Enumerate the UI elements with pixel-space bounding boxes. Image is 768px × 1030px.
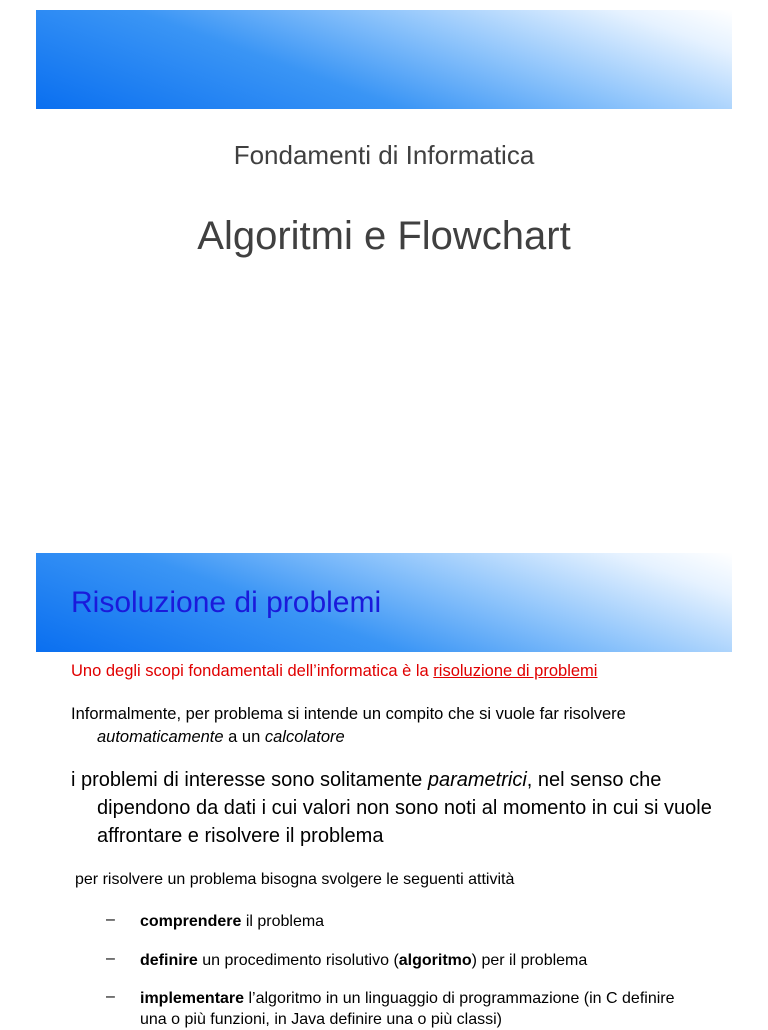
item-rest-2: ) per il problema [471, 952, 588, 969]
item-rest: un procedimento risolutivo ( [197, 952, 399, 969]
parametric-paragraph [71, 766, 737, 850]
item-bold: implementare [140, 990, 245, 1007]
dash-bullet: – [106, 988, 115, 1005]
item-bold: comprendere [140, 913, 242, 930]
informal-line1: Informalmente, per problema si intende un compito che si vuole far risolvere [71, 705, 626, 723]
course-title: Fondamenti di Informatica [233, 140, 535, 170]
red-statement [71, 662, 711, 681]
item-rest: il problema [241, 913, 325, 930]
red-statement-prefix: Uno degli scopi fondamentali dell’informatica è la [71, 662, 434, 680]
red-statement-underlined: risoluzione di problemi [433, 662, 598, 680]
informal-mid: a un [223, 728, 265, 746]
slide-title: Algoritmi e Flowchart [197, 214, 571, 258]
param-post: , nel senso che dipendono da dati i cui valori non sono noti al momento in cui si vuole affrontare e risolvere il problema [97, 769, 712, 847]
dash-bullet: – [106, 911, 115, 928]
informal-definition [71, 703, 737, 749]
activities-intro: per risolvere un problema bisogna svolgere le seguenti attività [75, 871, 515, 888]
item-bold: definire [140, 952, 198, 969]
item-bold-2: algoritmo [398, 952, 472, 969]
dash-bullet: – [106, 950, 115, 967]
param-em: parametrici [427, 769, 527, 791]
section-title: Risoluzione di problemi [71, 586, 382, 619]
item-rest: l’algoritmo in un linguaggio di programmazione (in C definire una o più funzioni, in Java definire una o più classi) [140, 990, 675, 1028]
slide1-header-band [36, 10, 732, 109]
informal-em2: calcolatore [264, 728, 345, 746]
informal-em1: automaticamente [97, 728, 224, 746]
param-pre: i problemi di interesse sono solitamente [71, 769, 428, 791]
